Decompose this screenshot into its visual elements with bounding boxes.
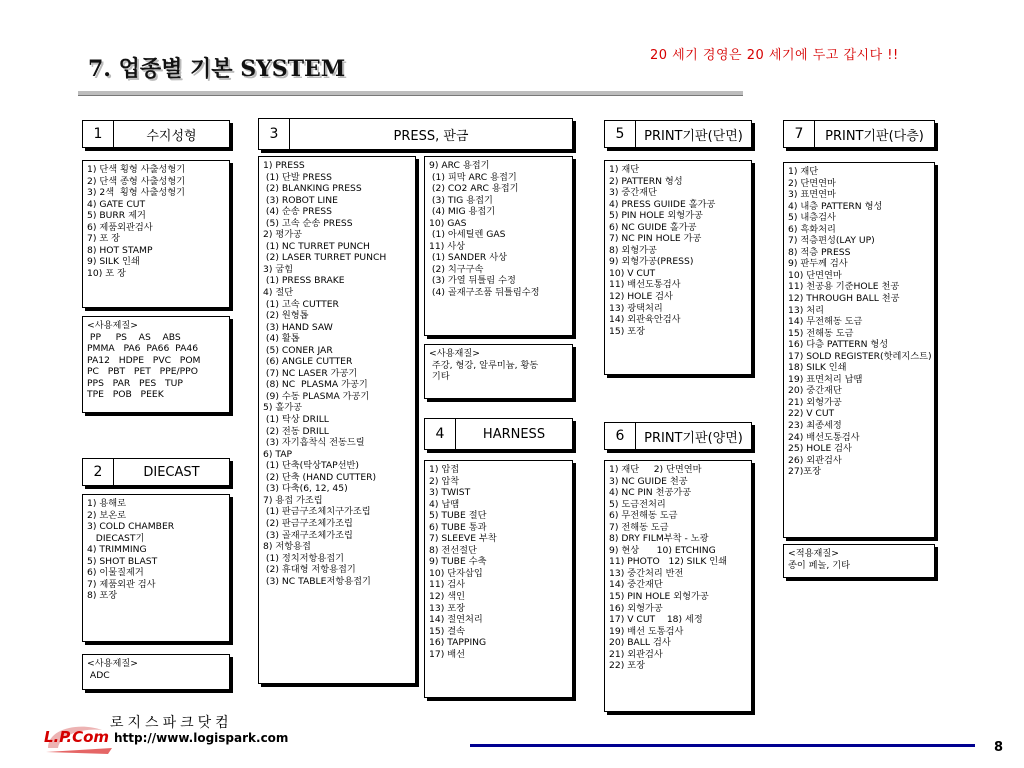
section-label: PRINT기판(양면) bbox=[644, 430, 743, 446]
section-label: HARNESS bbox=[482, 426, 546, 442]
section-number: 2 bbox=[83, 459, 114, 485]
section-7-header bbox=[783, 120, 935, 148]
company-name: 로지스파크닷컴 bbox=[110, 715, 233, 731]
company-url-link[interactable]: http://www.logispark.com bbox=[114, 731, 289, 745]
title-underline bbox=[78, 91, 743, 96]
section-5-items: 1) 재단 2) PATTERN 형성 3) 중간재단 4) PRESS GUIIDE 홀가공 5) PIN HOLE 외형가공 6) NC GUIDE 홀가공 7) NC PIN HOLE 가공 8) 외형가공 9) 외형가공(PRESS) 10) V CUT 11) 배선도통검사 12) HOLE 검사 13) 광택처리 14) 외관육안검사 15) 포장 bbox=[604, 160, 752, 375]
section-number: 3 bbox=[259, 119, 290, 149]
section-3-items-right: 9) ARC 용접기 (1) 피막 ARC 용접기 (2) CO2 ARC 용접기 (3) TIG 용접기 (4) MIG 용접기 10) GAS (1) 아세틸렌 GAS 11) 사상 (1) SANDER 사상 (2) 치구구속 (3) 가열 뒤틀림 수정 (4) 골재구조품 뒤틀림수정 bbox=[424, 156, 573, 336]
footer-divider bbox=[470, 744, 975, 747]
page-number: 8 bbox=[994, 740, 1004, 755]
section-number: 1 bbox=[83, 121, 114, 147]
section-label: DIECAST bbox=[143, 464, 200, 480]
section-6-items: 1) 재단 2) 단면연마 3) NC GUIDE 천공 4) NC PIN 천공가공 5) 도금전처리 6) 무전해동 도금 7) 전해동 도금 8) DRY FILM부착 - 노광 9) 현상 10) ETCHING 11) PHOTO 12) SILK 인쇄 13) 중간처리 반전 14) 중간재단 15) PIN HOLE 외형가공 16) 외형가공 17) V CUT 18) 세정 19) 배선 도통검사 20) BALL 검사 21) 외관검사 22) 포장 bbox=[604, 460, 752, 712]
section-3-header bbox=[258, 118, 573, 150]
section-2-header bbox=[82, 458, 230, 486]
section-3-materials: <사용재질> 주강, 형강, 알루미늄, 황동 기타 bbox=[424, 344, 573, 399]
section-7-items: 1) 재단 2) 단면연마 3) 표면연마 4) 내층 PATTERN 형성 5) 내층검사 6) 흑화처리 7) 적층편성(LAY UP) 8) 적층 PRESS 9) 판두께 검사 10) 단면연마 11) 천공용 기준HOLE 천공 12) THROUGH BALL 천공 13) 처리 14) 무전해동 도금 15) 전해동 도금 16) 다층 PATTERN 형성 17) SOLD REGISTER(핫레지스트) 18) SILK 인쇄 19) 표면처리 납땜 20) 중간재단 21) 외형가공 22) V CUT 23) 최종세정 24) 배선도통검사 25) HOLE 검사 26) 외관검사 27)포장 bbox=[783, 162, 935, 538]
section-6-header bbox=[604, 422, 752, 450]
logo-mark: L.P.Com bbox=[44, 728, 110, 746]
section-label: PRINT기판(단면) bbox=[644, 128, 743, 144]
section-1-header bbox=[82, 120, 230, 148]
section-label: PRINT기판(다층) bbox=[825, 128, 924, 144]
section-label: PRESS, 판금 bbox=[393, 128, 469, 144]
section-number: 5 bbox=[605, 121, 636, 147]
section-1-items: 1) 단색 횡형 사출성형기 2) 단색 종형 사출성형기 3) 2색 횡형 사출성형기 4) GATE CUT 5) BURR 제거 6) 제품외관검사 7) 포 장 8) HOT STAMP 9) SILK 인쇄 10) 포 장 bbox=[82, 160, 230, 308]
section-4-items: 1) 압접 2) 압착 3) TWIST 4) 납땜 5) TUBE 절단 6) TUBE 통과 7) SLEEVE 부착 8) 전선절단 9) TUBE 수축 10) 단자삽입 11) 검사 12) 색인 13) 포장 14) 절연처리 15) 결속 16) TAPPING 17) 배선 bbox=[424, 460, 573, 698]
section-2-items: 1) 용해로 2) 보온로 3) COLD CHAMBER DIECAST기 4) TRIMMING 5) SHOT BLAST 6) 이물질제거 7) 제품외관 검사 8) 포장 bbox=[82, 494, 230, 642]
section-5-header bbox=[604, 120, 752, 148]
section-1-materials: <사용제질> PP PS AS ABS PMMA PA6 PA66 PA46 PA12 HDPE PVC POM PC PBT PET PPE/PPO PPS PAR PES TUP TPE POB PEEK bbox=[82, 316, 230, 413]
section-4-header bbox=[424, 418, 573, 450]
section-7-materials: <적용재질> 종이 페놀, 기타 bbox=[783, 544, 935, 578]
slogan-text: 20 세기 경영은 20 세기에 두고 갑시다 !! bbox=[650, 48, 899, 63]
section-label: 수지성형 bbox=[146, 128, 197, 144]
section-2-materials: <사용제질> ADC bbox=[82, 654, 230, 690]
section-number: 4 bbox=[425, 419, 456, 449]
section-number: 6 bbox=[605, 423, 636, 449]
section-3-items-left: 1) PRESS (1) 단발 PRESS (2) BLANKING PRESS (3) ROBOT LINE (4) 순송 PRESS (5) 고속 순송 PRESS 2) 평가공 (1) NC TURRET PUNCH (2) LASER TURRET PUNCH 3) 굽힘 (1) PRESS BRAKE 4) 절단 (1) 고속 CUTTER (2) 원형톱 (3) HAND SAW (4) 활톱 (5) CONER JAR (6) ANGLE CUTTER (7) NC LASER 가공기 (8) NC PLASMA 가공기 (9) 수동 PLASMA 가공기 5) 홀가공 (1) 탁상 DRILL (2) 전동 DRILL (3) 자기흡착식 전동드릴 6) TAP (1) 단축(탁상TAP선반) (2) 단축 (HAND CUTTER) (3) 다축(6, 12, 45) 7) 용접 가조립 (1) 판금구조체치구가조립 (2) 판금구조체가조립 (3) 골재구조체가조립 8) 저항용접 (1) 정치저항용접기 (2) 휴대형 저항용접기 (3) NC TABLE저항용접기 bbox=[258, 156, 416, 684]
section-number: 7 bbox=[784, 121, 815, 147]
page-title: 7. 업종별 기본 SYSTEM bbox=[88, 56, 346, 82]
